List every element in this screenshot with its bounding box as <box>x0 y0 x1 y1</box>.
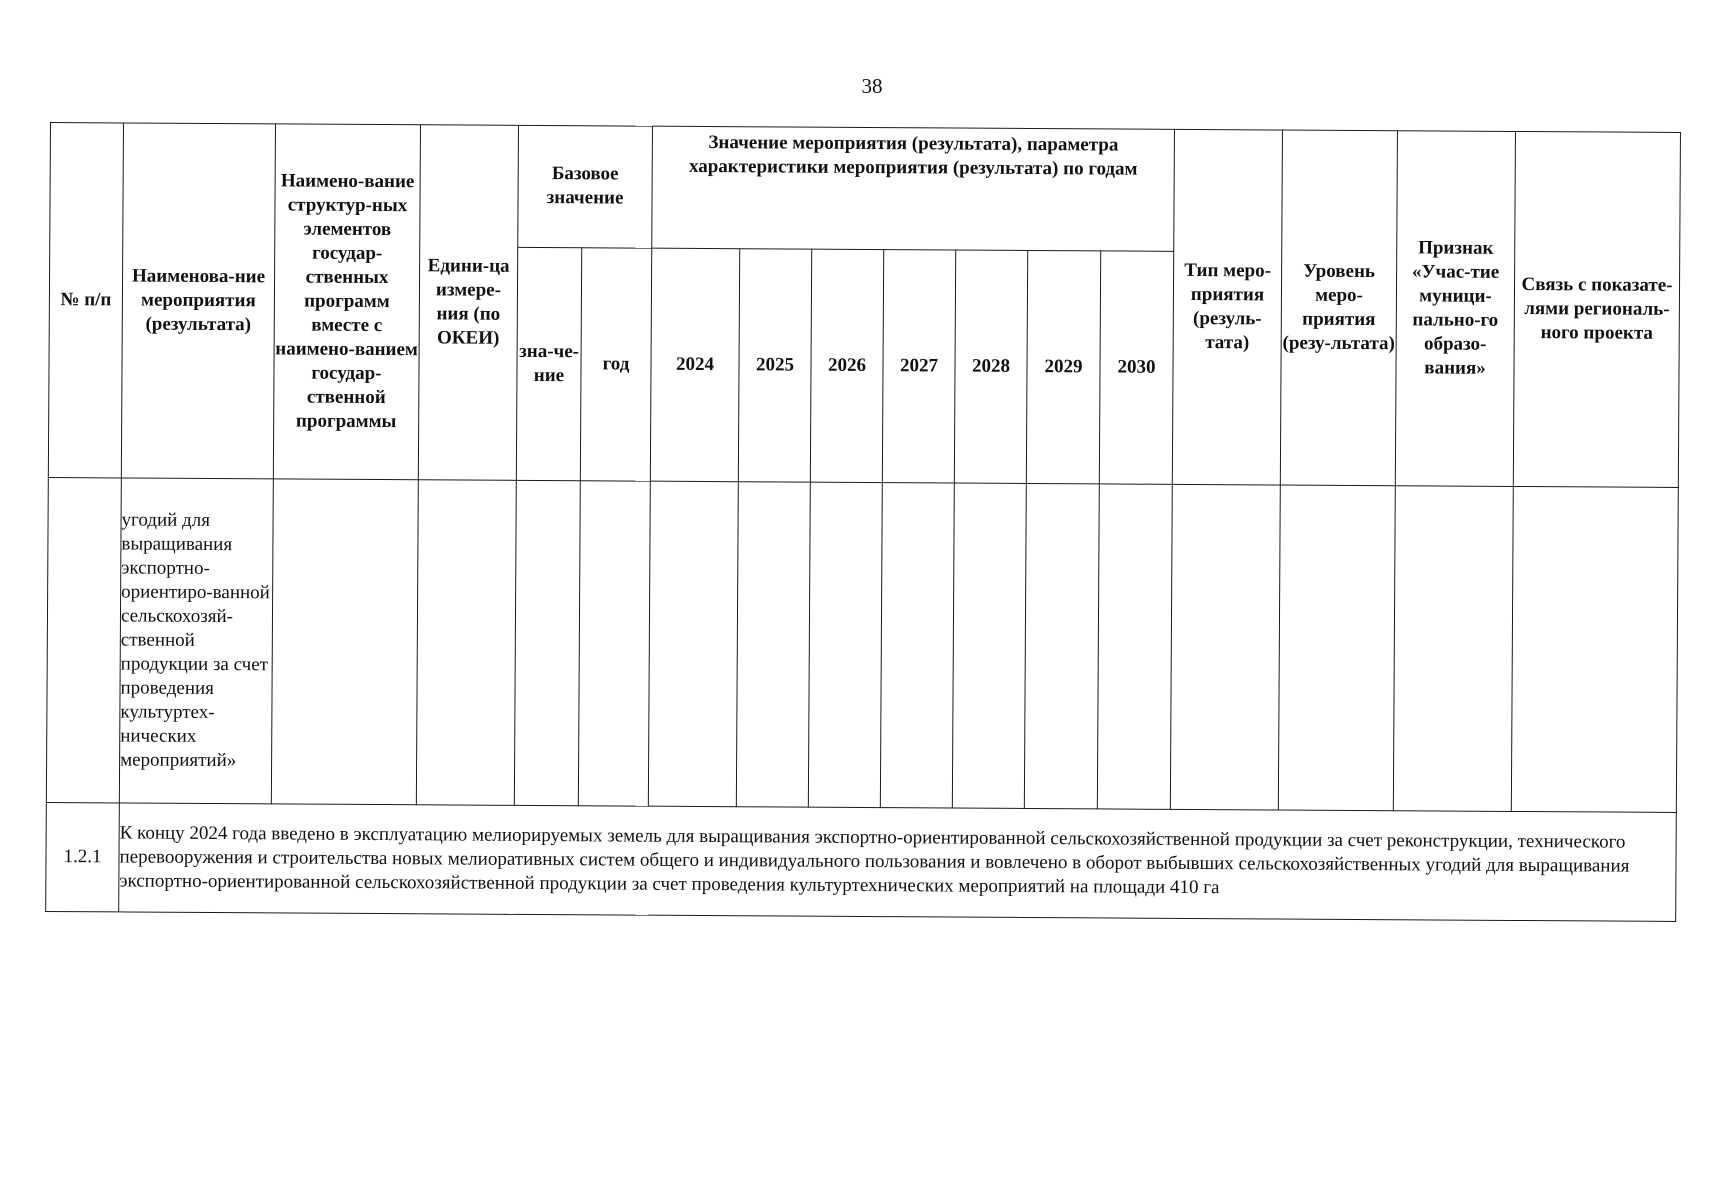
header-year-2025: 2025 <box>738 248 811 482</box>
empty-cell <box>736 481 810 807</box>
empty-cell <box>952 483 1026 809</box>
header-base-year: год <box>580 247 651 481</box>
empty-cell <box>808 482 882 808</box>
continuation-row <box>46 477 1678 813</box>
empty-cell <box>648 481 738 807</box>
empty-cell <box>416 480 516 806</box>
empty-cell <box>1393 486 1513 812</box>
table-row <box>46 803 1677 922</box>
header-num: № п/п <box>48 123 123 478</box>
header-year-2024: 2024 <box>650 248 739 482</box>
header-base-value: зна-че-ние <box>516 247 581 481</box>
empty-cell <box>1024 483 1099 809</box>
header-level: Уровень меро-приятия (резу-льтата) <box>1280 130 1397 485</box>
header-row-1 <box>50 123 1681 255</box>
empty-cell <box>514 480 580 806</box>
header-link: Связь с показате-лями региональ-ного проекта <box>1513 131 1680 487</box>
header-name: Наименова-ние мероприятия (результата) <box>121 123 275 479</box>
header-values-group: Значение мероприятия (результата), параметра характеристики мероприятия (результата) по годам <box>652 126 1175 251</box>
empty-cell <box>1097 484 1172 810</box>
empty-cell <box>271 479 418 806</box>
header-type: Тип меро-приятия (резуль-тата) <box>1172 129 1282 484</box>
empty-cell <box>578 481 650 807</box>
header-year-2030: 2030 <box>1099 251 1173 485</box>
header-year-2029: 2029 <box>1026 250 1100 484</box>
header-year-2028: 2028 <box>954 250 1027 484</box>
header-year-2027: 2027 <box>882 249 955 483</box>
header-structural: Наимено-вание структур-ных элементов государ-ственных программ вместе с наимено-ванием государ-ственной программы <box>273 124 420 480</box>
empty-cell <box>1278 485 1395 811</box>
header-base: Базовое значение <box>518 125 653 247</box>
header-year-2026: 2026 <box>810 249 883 483</box>
row-number: 1.2.1 <box>46 803 120 912</box>
header-municipal: Признак «Учас-тие муници-пально-го образо-вания» <box>1395 131 1515 486</box>
page-number: 38 <box>861 74 883 98</box>
empty-cell <box>1511 486 1678 813</box>
continuation-name-cell: угодий для выращивания экспортно-ориентиро-ванной сельскохозяй-ственной продукции за счет проведения культуртех-нических мероприятий» <box>119 478 273 805</box>
empty-cell <box>880 482 954 808</box>
empty-cell <box>1170 484 1280 810</box>
continuation-num-cell <box>46 477 121 803</box>
row-description: К концу 2024 года введено в эксплуатацию мелиорируемых земель для выращивания экспортно-ориентированной сельскохозяйственной продукции за счет реконструкции, технического перевооружения и строительства новых мелиоративных систем общего и индивидуального пользования и вовлечено в оборот выбывших сельскохозяйственных угодий для выращивания экспортно-ориентированной сельскохозяйственной продукции за счет проведения культуртехнических мероприятий на площади 410 га <box>119 803 1677 921</box>
measures-table <box>45 122 1681 922</box>
header-unit: Едини-ца измере-ния (по ОКЕИ) <box>418 125 518 480</box>
